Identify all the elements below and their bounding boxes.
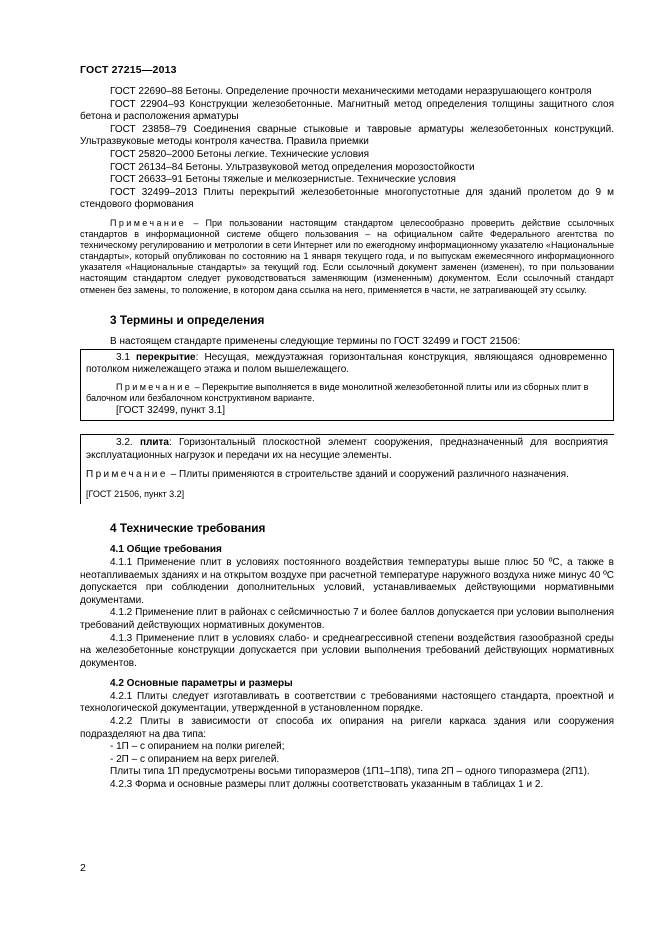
paragraph-4-2-1: 4.2.1 Плиты следует изготавливать в соответствии с требованиями настоящего стандарта, проектной и технологической документации, утвержденной в установленном порядке. — [80, 690, 614, 715]
note-label: Примечание — [86, 468, 168, 480]
subsection-4-2-title: 4.2 Основные параметры и размеры — [110, 678, 293, 690]
paragraph-4-1-2: 4.1.2 Применение плит в районах с сейсмичностью 7 и более баллов допускается при условии выполнения требований действующих нормативных документов. — [80, 607, 614, 631]
paragraph-4-2-2: 4.2.2 Плиты в зависимости от способа их опирания на ригели каркаса здания или сооружения подразделяют на два типа: — [80, 716, 614, 740]
term-number: 3.2. — [116, 437, 140, 449]
type-list-item: - 1П – с опиранием на полки ригелей; — [110, 741, 285, 753]
term-definition — [86, 352, 607, 377]
note-text: – Перекрытие выполняется в виде монолитной железобетонной плиты или из сборных плит в балочном или безбалочном конструктивном варианте. — [86, 381, 589, 404]
reference-item: ГОСТ 23858–79 Соединения сварные стыковые и тавровые арматуры железобетонных конструкций. Ультразвуковые методы контроля качества. Правила приемки — [80, 123, 614, 148]
section-3-title: 3 Термины и определения — [110, 312, 265, 327]
note-label: Примечание — [110, 217, 187, 228]
paragraph-4-1-1: 4.1.1 Применение плит в условиях постоянного воздействия температуры выше плюс 50 ºС, а также в неотапливаемых зданиях и на открытом воздухе при расчетной температуре наружного воздуха ниже минус 40 ºС допускается при соблюдении дополнительных условий, устанавливаемых действующими нормативными документами. — [80, 556, 614, 606]
paragraph-types: Плиты типа 1П предусмотрены восьми типоразмеров (1П1–1П8), типа 2П – одного типоразмера (2П1). — [110, 766, 590, 778]
type-list-item: - 2П – с опиранием на верх ригелей. — [110, 753, 280, 765]
section-4-title: 4 Технические требования — [110, 520, 266, 535]
term-box-3-2 — [80, 434, 614, 503]
term-def-text: : Несущая, междуэтажная горизонтальная конструкция, являющаяся одновременно потолком нижележащего этажа и полом вышележащего. — [86, 351, 608, 376]
note-text: – При пользовании настоящим стандартом целесообразно проверить действие ссылочных стандартов в информационной системе общего пользования – на официальном сайте Федерального агентства по техническому регулированию и метрологии в сети Интернет или по ежегодному информационному указателю «Национальные стандарты», который опубликован по состоянию на 1 января текущего года, и по выпускам ежемесячного информационного указателя «Национальные стандарты» за текущий год. Если ссылочный документ заменен (изменен), то при пользовании настоящим стандартом следует руководствоваться заменяющим (измененным) документом. Если ссылочный стандарт отменен без замены, то положение, в котором дана ссылка на него, применяется в части, не затрагивающей эту ссылку. — [80, 217, 614, 295]
term-source: [ГОСТ 32499, пункт 3.1] — [116, 404, 226, 416]
paragraph-4-2-3: 4.2.3 Форма и основные размеры плит должны соответствовать указанным в таблицах 1 и 2. — [110, 779, 544, 791]
term-source: [ГОСТ 21506, пункт 3.2] — [86, 489, 185, 500]
subsection-4-1-title: 4.1 Общие требования — [110, 544, 222, 556]
term-definition — [86, 437, 608, 462]
term-name: плита — [139, 437, 169, 449]
reference-item: ГОСТ 22690–88 Бетоны. Определение прочности механическими методами неразрушающего контроля — [110, 86, 592, 97]
term-note — [86, 469, 608, 482]
term-name: перекрытие — [136, 351, 196, 363]
references-note — [80, 218, 614, 296]
page-content — [80, 86, 614, 792]
term-def-text: : Горизонтальный плоскостной элемент сооружения, предназначенный для восприятия эксплуатационных нагрузок и передачи их на несущие элементы. — [86, 437, 608, 461]
reference-item: ГОСТ 26134–84 Бетоны. Ультразвуковой метод определения морозостойкости — [110, 161, 475, 173]
term-box-3-1 — [80, 349, 614, 422]
reference-item: ГОСТ 22904–93 Конструкции железобетонные. Магнитный метод определения толщины защитного слоя бетона и расположения арматуры — [80, 98, 614, 123]
term-number: 3.1 — [116, 351, 137, 363]
document-header: ГОСТ 27215—2013 — [80, 64, 177, 76]
reference-item: ГОСТ 26633–91 Бетоны тяжелые и мелкозернистые. Технические условия — [110, 174, 456, 186]
reference-item: ГОСТ 25820–2000 Бетоны легкие. Технические условия — [110, 148, 370, 160]
paragraph-4-1-3: 4.1.3 Применение плит в условиях слабо- и среднеагрессивной степени воздействия газообразной среды на железобетонные конструкции допускается при условии выполнения требований действующих нормативных документов. — [80, 632, 614, 669]
note-text: – Плиты применяются в строительстве зданий и сооружений различного назначения. — [167, 468, 569, 480]
note-label: Примечание — [116, 381, 193, 392]
reference-list — [80, 86, 614, 212]
term-note — [86, 382, 607, 405]
page-number: 2 — [80, 862, 86, 874]
reference-item: ГОСТ 32499–2013 Плиты перекрытий железобетонные многопустотные для зданий пролетом до 9 м стендового формования — [80, 186, 614, 211]
section-3-intro: В настоящем стандарте применены следующие термины по ГОСТ 32499 и ГОСТ 21506: — [110, 336, 521, 348]
